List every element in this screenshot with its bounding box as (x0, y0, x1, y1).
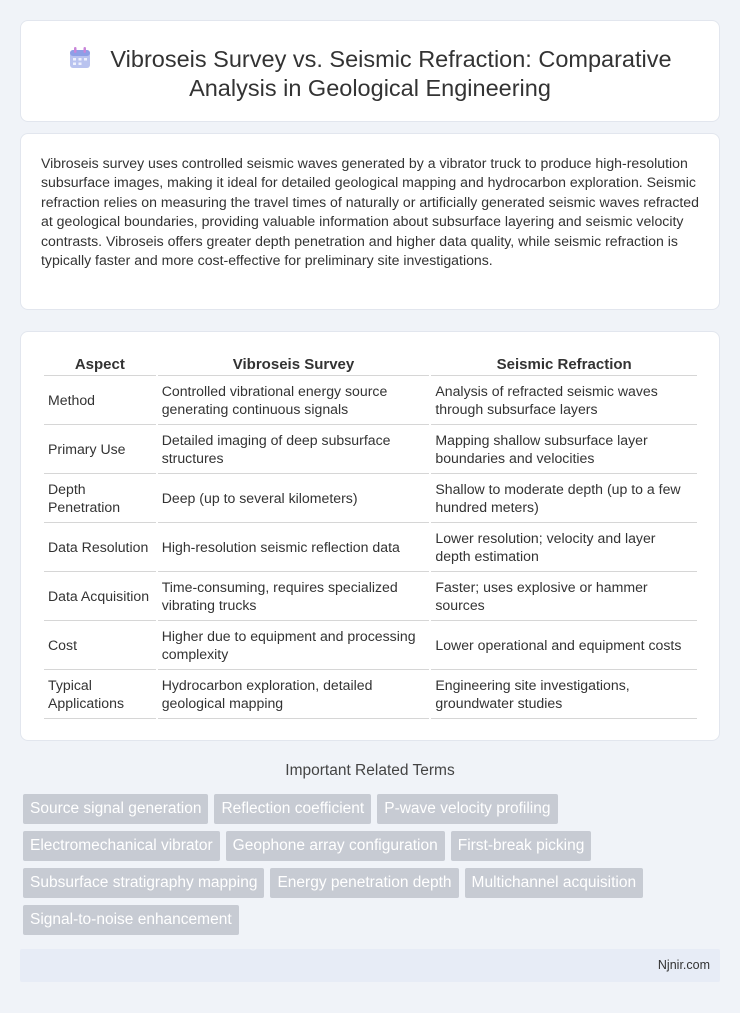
calendar-icon (68, 46, 92, 70)
term-tag[interactable]: P-wave velocity profiling (377, 794, 557, 824)
vibroseis-cell: Hydrocarbon exploration, detailed geological mapping (158, 670, 430, 719)
header-vibroseis: Vibroseis Survey (158, 352, 430, 376)
term-tag[interactable]: Multichannel acquisition (465, 868, 644, 898)
aspect-cell: Primary Use (44, 425, 156, 474)
vibroseis-cell: High-resolution seismic reflection data (158, 523, 430, 572)
header-aspect: Aspect (44, 352, 156, 376)
footer-site-link[interactable]: Njnir.com (657, 958, 710, 972)
refraction-cell: Mapping shallow subsurface layer boundaries and velocities (431, 425, 697, 474)
aspect-cell: Data Resolution (44, 523, 156, 572)
page-title-wrapper (21, 45, 719, 103)
vibroseis-cell: Detailed imaging of deep subsurface structures (158, 425, 430, 474)
term-tag[interactable]: Electromechanical vibrator (23, 831, 220, 861)
aspect-cell: Typical Applications (44, 670, 156, 719)
intro-paragraph: Vibroseis survey uses controlled seismic waves generated by a vibrator truck to produce high-resolution subsurface images, making it ideal for detailed geological mapping and hydrocarbon exploration. Seismic refraction relies on measuring the travel times of naturally or artificially generated seismic waves refracted at geological boundaries, providing valuable information about subsurface layering and seismic velocity contrasts. Vibroseis offers greater depth penetration and higher data quality, while seismic refraction is typically faster and more cost-effective for preliminary site investigations. (41, 155, 699, 269)
intro-card (20, 133, 720, 310)
vibroseis-cell: Time-consuming, requires specialized vibrating trucks (158, 572, 430, 621)
title-card (20, 20, 720, 122)
vibroseis-cell: Higher due to equipment and processing complexity (158, 621, 430, 670)
table-row (44, 621, 697, 670)
table-row (44, 376, 697, 425)
tag-row (23, 831, 591, 861)
term-tag[interactable]: Source signal generation (23, 794, 208, 824)
comparison-card (20, 331, 720, 741)
header-seismic-refraction: Seismic Refraction (431, 352, 697, 376)
term-tag[interactable]: Energy penetration depth (270, 868, 458, 898)
comparison-table (42, 352, 699, 719)
term-tag[interactable]: Geophone array configuration (226, 831, 445, 861)
aspect-cell: Depth Penetration (44, 474, 156, 523)
table-row (44, 572, 697, 621)
related-terms-heading: Important Related Terms (285, 762, 455, 779)
term-tag[interactable]: Subsurface stratigraphy mapping (23, 868, 264, 898)
table-row (44, 670, 697, 719)
tag-row (23, 794, 558, 824)
refraction-cell: Analysis of refracted seismic waves through subsurface layers (431, 376, 697, 425)
tag-row (23, 905, 239, 935)
aspect-cell: Cost (44, 621, 156, 670)
term-tag[interactable]: First-break picking (451, 831, 592, 861)
refraction-cell: Faster; uses explosive or hammer sources (431, 572, 697, 621)
page-title: Vibroseis Survey vs. Seismic Refraction: Comparative Analysis in Geological Engineering (110, 46, 672, 101)
table-row (44, 474, 697, 523)
vibroseis-cell: Controlled vibrational energy source generating continuous signals (158, 376, 430, 425)
table-header-row (44, 352, 697, 376)
table-row (44, 523, 697, 572)
aspect-cell: Data Acquisition (44, 572, 156, 621)
refraction-cell: Lower resolution; velocity and layer depth estimation (431, 523, 697, 572)
term-tag[interactable]: Signal-to-noise enhancement (23, 905, 239, 935)
vibroseis-cell: Deep (up to several kilometers) (158, 474, 430, 523)
refraction-cell: Engineering site investigations, groundwater studies (431, 670, 697, 719)
refraction-cell: Lower operational and equipment costs (431, 621, 697, 670)
tag-row (23, 868, 643, 898)
aspect-cell: Method (44, 376, 156, 425)
refraction-cell: Shallow to moderate depth (up to a few hundred meters) (431, 474, 697, 523)
footer (20, 949, 720, 982)
table-row (44, 425, 697, 474)
term-tag[interactable]: Reflection coefficient (214, 794, 371, 824)
